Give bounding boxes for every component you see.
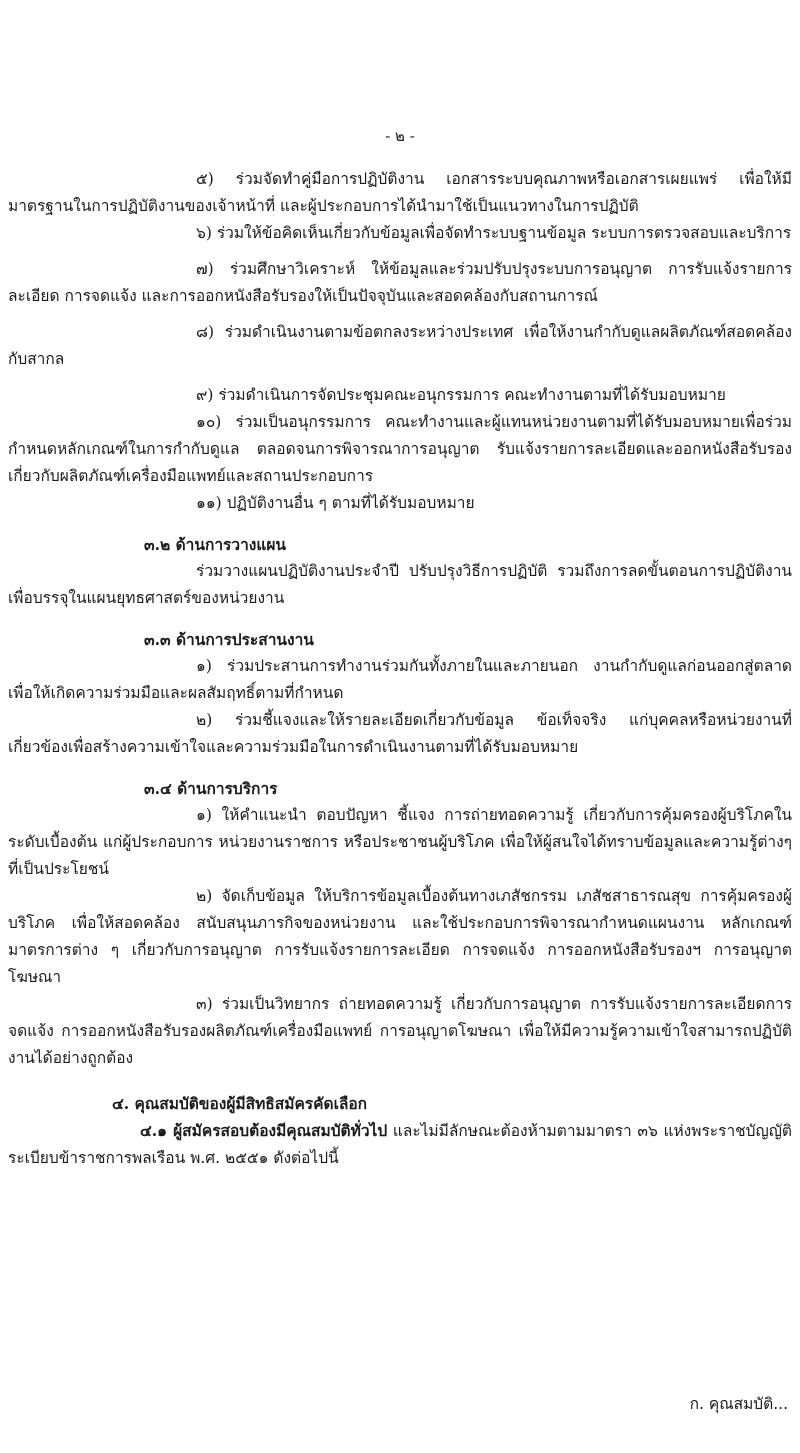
paragraph-service-1: ๑) ให้คำแนะนำ ตอบปัญหา ชี้แจง การถ่ายทอดความรู้ เกี่ยวกับการคุ้มครองผู้บริโภคในระดับเบื้องต้น แก่ผู้ประกอบการ หน่วยงานราชการ หรือประชาชนผู้บริโภค เพื่อให้ผู้สนใจได้ทราบข้อมูลและความรู้ต่างๆ ที่เป็นประโยชน์ bbox=[8, 806, 792, 878]
paragraph-item-5: ๕) ร่วมจัดทำคู่มือการปฏิบัติงาน เอกสารระบบคุณภาพหรือเอกสารเผยแพร่ เพื่อให้มีมาตรฐานในการปฏิบัติงานของเจ้าหน้าที่ และผู้ประกอบการได้นำมาใช้เป็นแนวทางในการปฏิบัติ bbox=[8, 170, 792, 215]
paragraph-item-6: ๖) ร่วมให้ข้อคิดเห็นเกี่ยวกับข้อมูลเพื่อจัดทำระบบฐานข้อมูล ระบบการตรวจสอบและบริการ bbox=[196, 224, 792, 242]
paragraph-item-8: ๘) ร่วมดำเนินงานตามข้อตกลงระหว่างประเทศ เพื่อให้งานกำกับดูแลผลิตภัณฑ์สอดคล้องกับสากล bbox=[8, 323, 792, 368]
paragraph-qualification-4-1 bbox=[8, 1117, 792, 1172]
paragraph-planning: ร่วมวางแผนปฏิบัติงานประจำปี ปรับปรุงวิธีการปฏิบัติ รวมถึงการลดขั้นตอนการปฏิบัติงาน เพื่อบรรจุในแผนยุทธศาสตร์ของหน่วยงาน bbox=[8, 562, 792, 607]
paragraph-service-2: ๒) จัดเก็บข้อมูล ให้บริการข้อมูลเบื้องต้นทางเภสัชกรรม เภสัชสาธารณสุข การคุ้มครองผู้บริโภค เพื่อให้สอดคล้อง สนับสนุนภารกิจของหน่วยงาน และใช้ประกอบการพิจารณากำหนดแผนงาน หลักเกณฑ์มาตรการต่าง ๆ เกี่ยวกับการอนุญาต การรับแจ้งรายการละเอียด การจดแจ้ง การออกหนังสือรับรองฯ การอนุญาตโฆษณา bbox=[8, 887, 792, 986]
section-heading-planning: ๓.๒ ด้านการวางแผน bbox=[144, 535, 287, 554]
paragraph-coordination-2: ๒) ร่วมชี้แจงและให้รายละเอียดเกี่ยวกับข้อมูล ข้อเท็จจริง แก่บุคคลหรือหน่วยงานที่เกี่ยวข้องเพื่อสร้างความเข้าใจและความร่วมมือในการดำเนินงานตามที่ได้รับมอบหมาย bbox=[8, 711, 792, 756]
paragraph-item-10: ๑๐) ร่วมเป็นอนุกรรมการ คณะทำงานและผู้แทนหน่วยงานตามที่ได้รับมอบหมายเพื่อร่วมกำหนดหลักเกณฑ์ในการกำกับดูแล ตลอดจนการพิจารณาการอนุญาต รับแจ้งรายการละเอียดและออกหนังสือรับรองเกี่ยวกับผลิตภัณฑ์เครื่องมือแพทย์และสถานประกอบการ bbox=[8, 413, 792, 485]
continued-marker: ก. คุณสมบัติ... bbox=[689, 1395, 788, 1413]
document-body bbox=[8, 166, 792, 1172]
section-heading-coordination: ๓.๓ ด้านการประสานงาน bbox=[144, 630, 314, 649]
paragraph-item-9: ๙) ร่วมดำเนินการจัดประชุมคณะอนุกรรมการ คณะทำงานตามที่ได้รับมอบหมาย bbox=[196, 386, 726, 404]
page-number: - ๒ - bbox=[385, 127, 415, 145]
paragraph-item-11: ๑๑) ปฏิบัติงานอื่น ๆ ตามที่ได้รับมอบหมาย bbox=[196, 494, 475, 512]
paragraph-coordination-1: ๑) ร่วมประสานการทำงานร่วมกันทั้งภายในและภายนอก งานกำกับดูแลก่อนออกสู่ตลาดเพื่อให้เกิดความร่วมมือและผลสัมฤทธิ์ตามที่กำหนด bbox=[8, 657, 792, 702]
qualification-rest: และไม่มีลักษณะต้องห้ามตามมาตรา ๓๖ แห่งพระราชบัญญัติระเบียบข้าราชการพลเรือน พ.ศ. ๒๕๕๑ ดังต่อไปนี้ bbox=[8, 1122, 792, 1167]
qualification-lead: ๔.๑ ผู้สมัครสอบต้องมีคุณสมบัติทั่วไป bbox=[140, 1121, 388, 1140]
section-heading-qualifications: ๔. คุณสมบัติของผู้มีสิทธิสมัครคัดเลือก bbox=[112, 1094, 368, 1113]
paragraph-item-7: ๗) ร่วมศึกษาวิเคราะห์ ให้ข้อมูลและร่วมปรับปรุงระบบการอนุญาต การรับแจ้งรายการละเอียด การจดแจ้ง และการออกหนังสือรับรองให้เป็นปัจจุบันและสอดคล้องกับสถานการณ์ bbox=[8, 260, 792, 305]
section-heading-service: ๓.๔ ด้านการบริการ bbox=[144, 779, 278, 798]
paragraph-service-3: ๓) ร่วมเป็นวิทยากร ถ่ายทอดความรู้ เกี่ยวกับการอนุญาต การรับแจ้งรายการละเอียดการจดแจ้ง การออกหนังสือรับรองผลิตภัณฑ์เครื่องมือแพทย์ การอนุญาตโฆษณา เพื่อให้มีความรู้ความเข้าใจสามารถปฏิบัติงานได้อย่างถูกต้อง bbox=[8, 995, 792, 1067]
